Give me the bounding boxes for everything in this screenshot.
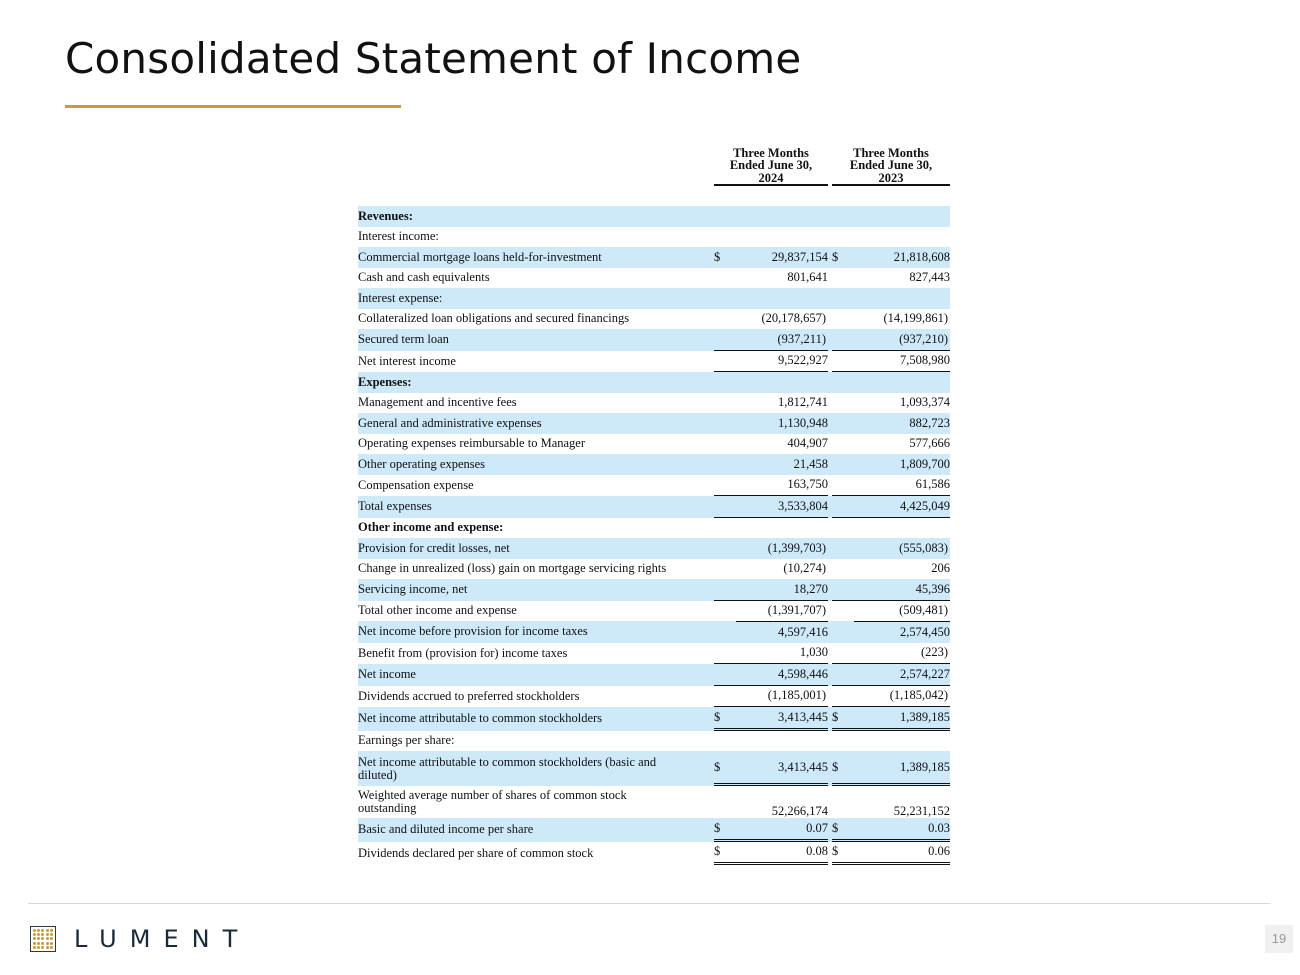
logo-wordmark: LUMENT: [74, 925, 251, 953]
income-statement-table: [358, 140, 950, 865]
lument-logo: [30, 925, 250, 953]
table-row: Compensation expense 163,750 61,586: [358, 475, 950, 497]
column-header-2023: Three Months Ended June 30, 2023: [832, 140, 950, 186]
table-row: Servicing income, net 18,270 45,396: [358, 579, 950, 601]
table-row: Net income 4,598,446 2,574,227: [358, 664, 950, 686]
table-row: Net income attributable to common stockholders (basic and diluted) $ 3,413,445 $ 1,389,185: [358, 751, 950, 786]
lument-logo-mark-icon: [30, 926, 56, 952]
table-row: General and administrative expenses 1,130,948 882,723: [358, 413, 950, 434]
column-header-row: [358, 140, 950, 186]
table-row: Operating expenses reimbursable to Manager 404,907 577,666: [358, 436, 951, 451]
table-row: Benefit from (provision for) income taxes 1,030 (223): [358, 643, 950, 665]
subsection-interest-expense: Interest expense:: [358, 288, 950, 309]
table-row: Dividends accrued to preferred stockholders (1,185,001) (1,185,042): [358, 686, 950, 708]
income-statement: [358, 140, 950, 865]
table-row: Cash and cash equivalents 801,641 827,443: [358, 270, 951, 285]
subsection-earnings-per-share: Earnings per share:: [358, 733, 455, 748]
subtotal-row: Net interest income 9,522,927 7,508,980: [358, 351, 950, 373]
table-row: Provision for credit losses, net (1,399,703) (555,083): [358, 538, 950, 559]
page-number: 19: [1265, 925, 1293, 953]
subtotal-row: Total other income and expense (1,391,707) (509,481): [358, 603, 949, 618]
table-row: Commercial mortgage loans held-for-investment $ 29,837,154 $ 21,818,608: [358, 247, 950, 268]
slide-title: Consolidated Statement of Income: [65, 34, 802, 83]
total-row: Net income attributable to common stockholders $ 3,413,445 $ 1,389,185: [358, 707, 950, 731]
subsection-interest-income: Interest income:: [358, 229, 439, 244]
table-row: Weighted average number of shares of common stock outstanding 52,266,174 52,231,152: [358, 788, 951, 818]
table-row: Basic and diluted income per share $ 0.07 $ 0.03: [358, 818, 950, 842]
table-row: Collateralized loan obligations and secured financings (20,178,657) (14,199,861): [358, 311, 949, 326]
footer-divider: [28, 903, 1270, 904]
section-header-other-income: Other income and expense:: [358, 520, 504, 535]
table-row: Secured term loan (937,211) (937,210): [358, 329, 950, 351]
column-header-2024: Three Months Ended June 30, 2024: [714, 140, 828, 186]
table-row: Other operating expenses 21,458 1,809,700: [358, 454, 950, 475]
section-header-expenses: Expenses:: [358, 372, 950, 393]
table-row: Net income before provision for income taxes 4,597,416 2,574,450: [358, 621, 950, 643]
table-row: Management and incentive fees 1,812,741 1,093,374: [358, 395, 951, 410]
table-row: Dividends declared per share of common stock $ 0.08 $ 0.06: [358, 842, 950, 866]
table-row: Change in unrealized (loss) gain on mortgage servicing rights (10,274) 206: [358, 561, 951, 576]
title-underline: [65, 105, 401, 108]
section-header-revenues: Revenues:: [358, 206, 950, 227]
subtotal-row: Total expenses 3,533,804 4,425,049: [358, 496, 950, 518]
